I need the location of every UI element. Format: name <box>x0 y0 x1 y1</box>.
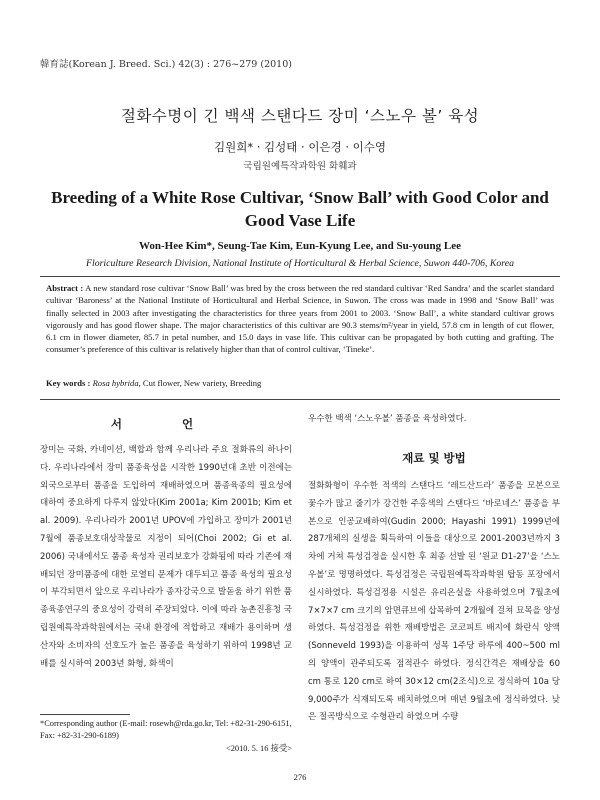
methods-paragraph: 절화화형이 우수한 적색의 스탠다드 ‘레드산드라’ 품종을 모본으로 꽃수가 많고 줄기가 강건한 주홍색의 스탠다드 ‘바로네스’ 품종을 부본으로 인공교배하여(Gudin 2000; Hayashi 1991) 1999년에 287개체의 실생을 획득하여 이들을 대상으로 2001-2003년까지 3차에 거쳐 특성검정을 실시한 후 최종 선발 된 ‘원교 D1-27’을 ‘스노우볼’로 명명하였다. 특성검정은 국립원예특작과학원 탑동 포장에서 실시하였다. 특성검정용 시설은 유리온실을 사용하였으며 7월초에 7×7×7 cm 크기의 암면큐브에 삽목하여 2개월에 걸쳐 묘목을 양성하였다. 특성검정을 위한 재배방법은 코코피트 배지에 화란식 양액(Sonneveld 1993)을 이용하여 성목 1주당 하루에 400~500 ml의 양액이 관주되도록 점적관수 하였다. 정식간격은 재배상을 60 cm 통로 120 cm로 하여 30×12 cm(2조식)으로 정식하여 10a 당 9,000주가 식재되도록 배치하였으며 매년 9월초에 정식하였다. 낮은 절곡방식으로 수형관리 하였으며 수량 <box>308 481 560 723</box>
abstract-bottom-rule <box>40 399 560 400</box>
english-authors: Won-Hee Kim*, Seung-Tae Kim, Eun-Kyung Lee, and Su-young Lee <box>138 240 461 252</box>
abstract-top-rule <box>40 276 560 277</box>
corresponding-author-footnote: *Corresponding author (E-mail: rosewh@rda.go.kr, Tel: +82-31-290-6151, Fax: +82-31-290-6189) <box>40 719 292 740</box>
right-column-opening: 우수한 백색 ‘스노우볼’ 품종을 육성하였다. <box>308 414 467 424</box>
footnote-rule <box>40 714 130 715</box>
page-number: 276 <box>293 772 307 782</box>
korean-affiliation: 국립원예특작과학원 화훼과 <box>243 161 357 172</box>
section-heading-methods: 재료 및 방법 <box>402 451 466 465</box>
keywords-label: Key words : <box>46 378 91 388</box>
keywords <box>46 378 554 388</box>
right-column-top <box>308 411 560 429</box>
intro-paragraph: 장미는 국화, 카네이션, 백합과 함께 우리나라 주요 절화류의 하나이다. 우리나라에서 장미 품종육성을 시작한 1990년대 초반 이전에는 외국으로부터 품종을 도입하여 재배하였으며 품종육종의 필요성에 대하여 중요하게 다루지 않았다(Kim 2001a; Kim 2001b; Kim et al. 2009). 우리나라가 2001년 UPOV에 가입하고 장미가 2001년 7월에 품종보호대상작물로 지정이 되어(Choi 2002; Gi et al. 2006) 국내에서도 품종 육성자 권리보호가 강화됨에 따라 기존에 재배되던 장미품종에 대한 로열티 문제가 대두되고 품종 육성의 필요성이 부각되면서 앞으로 우리나라가 종자강국으로 발돋움 하기 위한 품종육종연구의 중요성이 강력히 주장되었다. 이에 따라 농촌진흥청 국립원예특작과학원에서는 국내 환경에 적합하고 재배가 용이하며 생산자와 소비자의 선호도가 높은 품종을 육성하기 위하여 1998년 교배를 실시하여 2003년 화형, 화색이 <box>40 445 292 669</box>
received-date: <2010. 5. 16 接受> <box>226 744 292 753</box>
intro-column <box>40 442 292 708</box>
korean-title: 절화수명이 긴 백색 스탠다드 장미 ‘스노우 볼’ 육성 <box>120 107 480 125</box>
journal-header: 韓育誌(Korean J. Breed. Sci.) 42(3) : 276~279 (2010) <box>40 59 292 70</box>
section-heading-intro: 서 언 <box>110 417 222 431</box>
keywords-italic: Rosa hybrida, <box>92 378 141 388</box>
methods-column <box>308 478 560 780</box>
abstract-label: Abstract : <box>46 283 84 293</box>
korean-authors: 김원희* · 김성태 · 이은경 · 이수영 <box>214 140 386 154</box>
abstract <box>46 282 554 356</box>
abstract-text: A new standard rose cultivar ‘Snow Ball’ was bred by the cross between the red standard cultivar ‘Red Sandra’ and the scarlet standard cultivar ‘Baroness’ at the National Institute of Horticultural and Herbal Science, in Suwon. The cross was made in 1998 and ‘Snow Ball’ was finally selected in 2003 after investigating the characteristics for three years from 2001 to 2003. ‘Snow Ball’, a white standard cultivar grows vigorously and has good flower shape. The major characteristics of this cultivar are 90.3 stems/m²/year in yield, 57.8 cm in length of cut flower, 6.1 cm in flower diameter, 85.7 in petal number, and 15.0 days in vase life. This cultivar can be propagated by both cutting and grafting. The consumer’s preference of this cultivar is relatively higher than that of control cultivar, ‘Tineke’. <box>46 283 554 355</box>
english-title: Breeding of a White Rose Cultivar, ‘Snow Ball’ with Good Color and Good Vase Life <box>51 188 549 230</box>
english-affiliation: Floriculture Research Division, National Institute of Horticultural & Herbal Science, Suwon 440-706, Korea <box>85 258 515 269</box>
keywords-text: Cut flower, New variety, Breeding <box>140 378 262 388</box>
